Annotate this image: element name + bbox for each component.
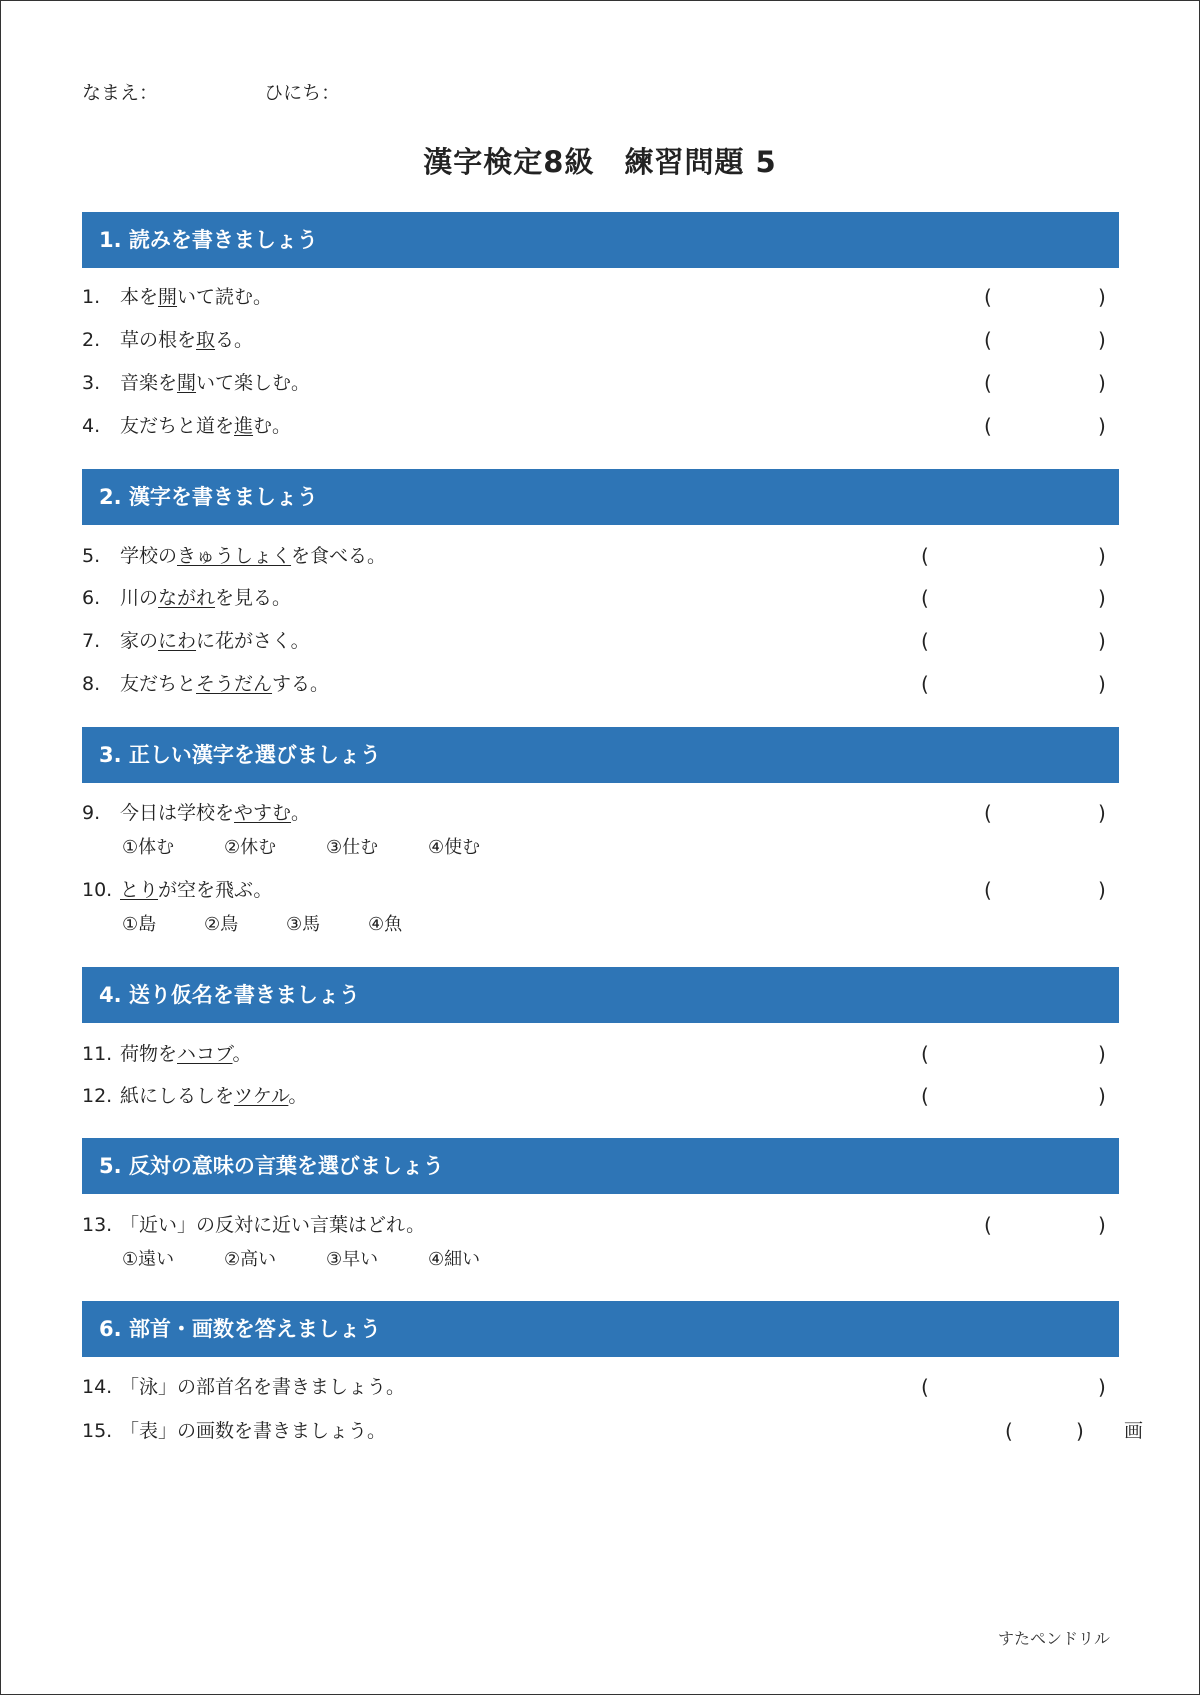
question-text-post: む。 [253,415,292,437]
question-number: 13. [82,1214,113,1236]
question-text-pre: 家の [120,630,159,652]
answer-paren-close: ) [1098,1084,1106,1108]
answer-paren-open: ( [984,371,992,395]
question-target: とり [120,879,159,901]
answer-paren-open: ( [921,672,929,696]
question-target: きゅうしょく [177,545,292,567]
question-text-post: を見る。 [215,587,292,609]
choice-option: ③仕む [326,837,379,858]
question-target: 聞 [177,372,197,394]
question-text-pre: 本を [120,286,159,308]
question-target: ハコブ [177,1043,233,1065]
question-3 [82,370,310,396]
section-6-header: 6. 部首・画数を答えましょう [82,1301,1119,1357]
answer-paren-close: ) [1098,629,1106,653]
question-text-post: る。 [215,329,254,351]
answer-paren-open: ( [1005,1419,1013,1443]
answer-paren-open: ( [921,544,929,568]
question-text-post: 。 [288,1085,308,1107]
answer-paren-close: ) [1098,1213,1106,1237]
question-number: 1. [82,286,101,308]
choice-list [122,835,480,861]
header-meta [82,78,340,105]
answer-paren-close: ) [1098,544,1106,568]
question-number: 12. [82,1085,113,1107]
choice-option: ①島 [122,914,157,935]
question-number: 2. [82,329,101,351]
question-target: 進 [234,415,254,437]
choice-option: ④使む [428,837,481,858]
question-number: 8. [82,673,101,695]
question-target: やすむ [234,802,292,824]
question-text-pre: 今日は学校を [120,802,235,824]
choice-option: ②高い [224,1249,277,1270]
answer-paren-open: ( [984,801,992,825]
question-13 [82,1212,425,1238]
question-target: 取 [196,329,216,351]
question-text-pre: 学校の [120,545,178,567]
question-11 [82,1041,252,1067]
question-target: ツケル [234,1085,289,1107]
answer-paren-close: ) [1098,878,1106,902]
answer-paren-close: ) [1098,1375,1106,1399]
answer-paren-close: ) [1098,285,1106,309]
choice-list [122,1247,480,1273]
question-text: 「近い」の反対に近い言葉はどれ。 [120,1214,426,1236]
question-4 [82,413,291,439]
question-text-post: 。 [232,1043,252,1065]
question-number: 7. [82,630,101,652]
section-3-header: 3. 正しい漢字を選びましょう [82,727,1119,783]
section-4-header: 4. 送り仮名を書きましょう [82,967,1119,1023]
choice-option: ④細い [428,1249,481,1270]
question-number: 15. [82,1420,113,1442]
question-number: 10. [82,879,113,901]
question-text: 「表」の画数を書きましょう。 [120,1420,387,1442]
choice-option: ②休む [224,837,277,858]
name-label: なまえ： [82,82,159,104]
question-text-post: する。 [272,673,330,695]
section-1-header: 1. 読みを書きましょう [82,212,1119,268]
answer-paren-close: ) [1098,328,1106,352]
answer-paren-open: ( [921,1084,929,1108]
footer-brand: すたペンドリル [998,1629,1111,1648]
question-target: 開 [158,286,178,308]
question-number: 4. [82,415,101,437]
answer-paren-open: ( [984,285,992,309]
question-number: 3. [82,372,101,394]
answer-paren-close: ) [1098,586,1106,610]
answer-paren-open: ( [921,1375,929,1399]
question-number: 5. [82,545,101,567]
question-15 [82,1418,386,1444]
question-text-pre: 音楽を [120,372,178,394]
choice-option: ③早い [326,1249,379,1270]
choice-option: ④魚 [368,914,403,935]
answer-paren-open: ( [921,1042,929,1066]
question-text-pre: 紙にしるしを [120,1085,235,1107]
question-text-pre: 友だちと [120,673,197,695]
question-12 [82,1083,307,1109]
question-text-post: いて楽しむ。 [196,372,311,394]
answer-paren-close: ) [1076,1419,1084,1443]
stroke-count-unit: 画 [1124,1420,1144,1442]
question-text-pre: 川の [120,587,159,609]
answer-paren-open: ( [921,586,929,610]
question-1 [82,284,272,310]
answer-paren-close: ) [1098,414,1106,438]
choice-option: ①体む [122,837,175,858]
question-number: 9. [82,802,101,824]
question-14 [82,1374,405,1400]
question-text-pre: 荷物を [120,1043,178,1065]
date-label: ひにち： [264,82,341,104]
question-target: ながれ [158,587,216,609]
question-text: 「泳」の部首名を書きましょう。 [120,1376,406,1398]
question-number: 14. [82,1376,113,1398]
answer-paren-close: ) [1098,371,1106,395]
question-text-post: に花がさく。 [196,630,310,652]
section-5-header: 5. 反対の意味の言葉を選びましょう [82,1138,1119,1194]
answer-paren-close: ) [1098,801,1106,825]
answer-paren-open: ( [921,629,929,653]
question-text-post: いて読む。 [177,286,273,308]
question-7 [82,628,310,654]
question-number: 11. [82,1043,113,1065]
question-5 [82,543,386,569]
question-2 [82,327,253,353]
answer-paren-close: ) [1098,672,1106,696]
question-number: 6. [82,587,101,609]
question-text-post: が空を飛ぶ。 [158,879,273,901]
choice-list [122,912,402,938]
choice-option: ②鳥 [204,914,239,935]
page-title: 漢字検定8級 練習問題 5 [423,145,777,179]
question-text-post: を食べる。 [291,545,387,567]
answer-paren-close: ) [1098,1042,1106,1066]
answer-paren-open: ( [984,328,992,352]
answer-paren-open: ( [984,878,992,902]
question-10 [82,877,272,903]
question-text-pre: 草の根を [120,329,197,351]
answer-paren-open: ( [984,414,992,438]
choice-option: ③馬 [286,914,321,935]
question-text-pre: 友だちと道を [120,415,235,437]
question-9 [82,800,310,826]
answer-paren-open: ( [984,1213,992,1237]
section-2-header: 2. 漢字を書きましょう [82,469,1119,525]
question-8 [82,671,329,697]
question-6 [82,585,291,611]
question-target: そうだん [196,673,273,695]
choice-option: ①遠い [122,1249,175,1270]
question-text-post: 。 [291,802,311,824]
question-target: にわ [158,630,197,652]
